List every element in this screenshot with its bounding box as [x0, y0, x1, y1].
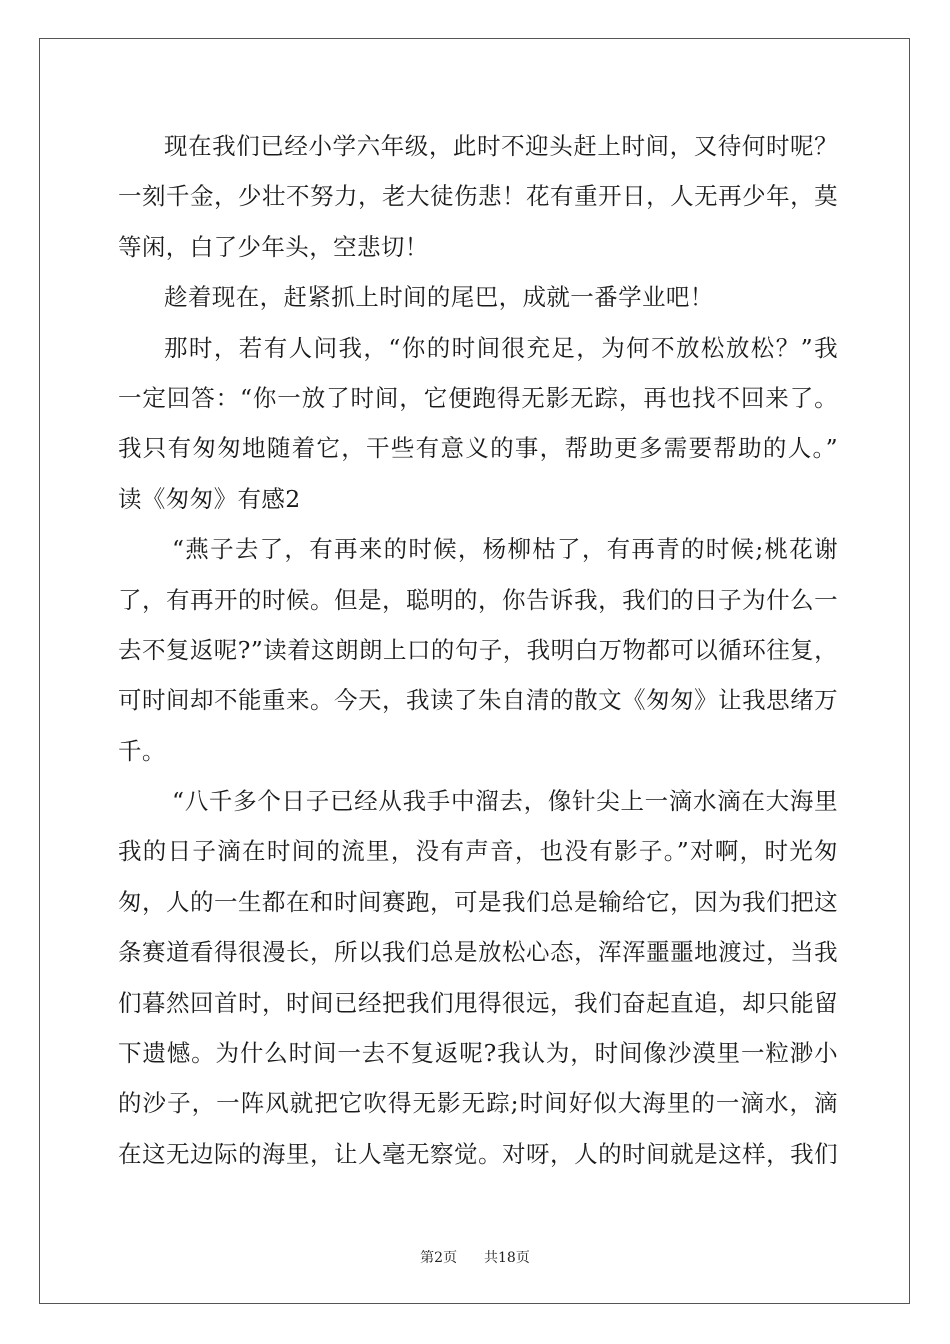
- text-line: 那时，若有人问我，“你的时间很充足，为何不放松放松？”我: [164, 333, 838, 362]
- text-line: 了，有再开的时候。但是，聪明的，你告诉我，我们的日子为什么一: [118, 585, 838, 614]
- text-line: 可时间却不能重来。今天，我读了朱自清的散文《匆匆》让我思绪万: [118, 686, 838, 715]
- page-number: 第2页: [420, 1250, 458, 1266]
- text-line: 匆，人的一生都在和时间赛跑，可是我们总是输给它，因为我们把这: [118, 887, 838, 916]
- text-line: 趁着现在，赶紧抓上时间的尾巴，成就一番学业吧！: [164, 283, 714, 312]
- text-line: 一刻千金，少壮不努力，老大徒伤悲！花有重开日，人无再少年，莫: [118, 182, 838, 211]
- text-line: 千。: [118, 736, 166, 765]
- section-heading: 读《匆匆》有感2: [118, 484, 301, 513]
- text-line: 我只有匆匆地随着它，干些有意义的事，帮助更多需要帮助的人。”: [118, 434, 838, 463]
- text-line: 条赛道看得很漫长，所以我们总是放松心态，浑浑噩噩地渡过，当我: [118, 938, 838, 967]
- document-body: [118, 121, 838, 1179]
- text-line: 在这无边际的海里，让人毫无察觉。对呀，人的时间就是这样，我们: [118, 1139, 838, 1168]
- page-footer: [0, 1247, 950, 1267]
- text-line: “燕子去了，有再来的时候，杨柳枯了，有再青的时候;桃花谢: [172, 535, 838, 564]
- text-line: 一定回答：“你一放了时间，它便跑得无影无踪，再也找不回来了。: [118, 383, 838, 412]
- text-line: 去不复返呢?”读着这朗朗上口的句子，我明白万物都可以循环往复，: [118, 635, 838, 664]
- total-pages: 共18页: [484, 1250, 530, 1266]
- text-line: 下遗憾。为什么时间一去不复返呢?我认为，时间像沙漠里一粒渺小: [118, 1039, 838, 1068]
- text-line: “八千多个日子已经从我手中溜去，像针尖上一滴水滴在大海里: [172, 787, 838, 816]
- text-line: 现在我们已经小学六年级，此时不迎头赶上时间，又待何时呢？: [164, 132, 838, 160]
- text-line: 等闲，白了少年头，空悲切！: [118, 232, 429, 261]
- text-line: 我的日子滴在时间的流里，没有声音，也没有影子。”对啊，时光匆: [118, 837, 838, 866]
- text-line: 的沙子，一阵风就把它吹得无影无踪;时间好似大海里的一滴水，滴: [118, 1089, 838, 1118]
- text-line: 们暮然回首时，时间已经把我们甩得很远，我们奋起直追，却只能留: [118, 988, 838, 1017]
